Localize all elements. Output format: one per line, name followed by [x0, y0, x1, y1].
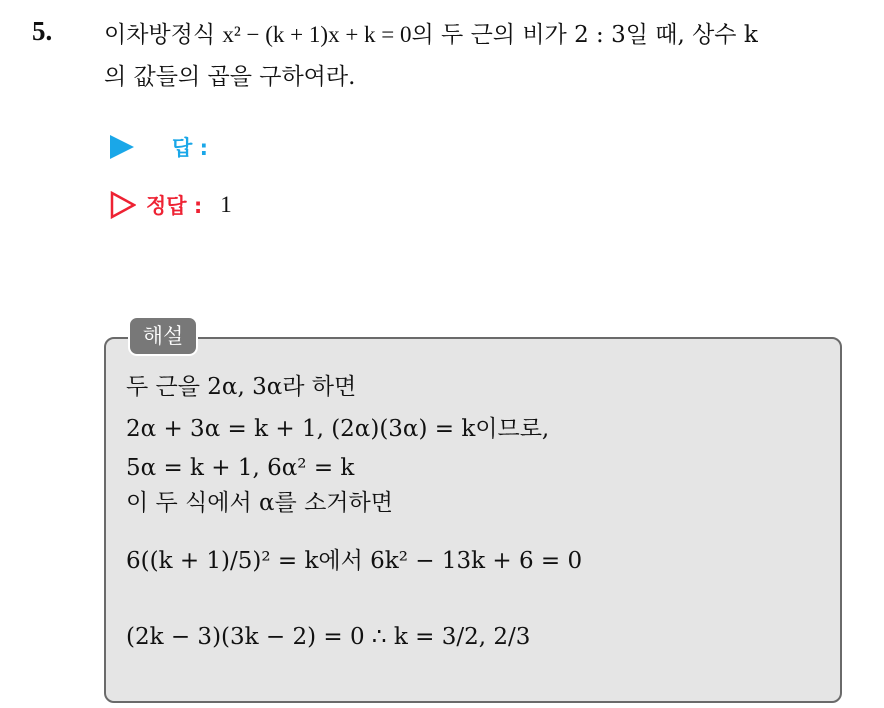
- correct-answer-row: [110, 190, 232, 220]
- solution-line-2: 2α + 3α = k + 1, (2α)(3α) = k이므로,: [126, 416, 550, 442]
- correct-answer-label: 정답 :: [146, 194, 203, 218]
- solution-tag: 해설: [128, 316, 198, 356]
- question-line-2: 의 값들의 곱을 구하여라.: [104, 64, 356, 90]
- solution-line-3: 5α = k + 1, 6α² = k: [126, 455, 355, 481]
- solution-line-5: 6((k + 1)/5)² = k에서 6k² − 13k + 6 = 0: [126, 548, 583, 574]
- question-text: [104, 14, 874, 98]
- play-outline-icon: [110, 191, 136, 219]
- question-line-1: 이차방정식 x² − (k + 1)x + k = 0의 두 근의 비가 2 : 3일 때, 상수 k: [104, 22, 758, 48]
- answer-row: [110, 132, 208, 162]
- question-equation: x² − (k + 1)x + k = 0: [222, 22, 412, 47]
- correct-answer-value: 1: [220, 192, 232, 217]
- answer-label: 답 :: [172, 136, 208, 160]
- solution-line-1: 두 근을 2α, 3α라 하면: [126, 374, 357, 400]
- solution-line-6: (2k − 3)(3k − 2) = 0 ∴ k = 3/2, 2/3: [126, 624, 531, 650]
- question-number: 5.: [32, 16, 53, 46]
- play-filled-icon: [110, 135, 134, 159]
- solution-line-4: 이 두 식에서 α를 소거하면: [126, 490, 393, 516]
